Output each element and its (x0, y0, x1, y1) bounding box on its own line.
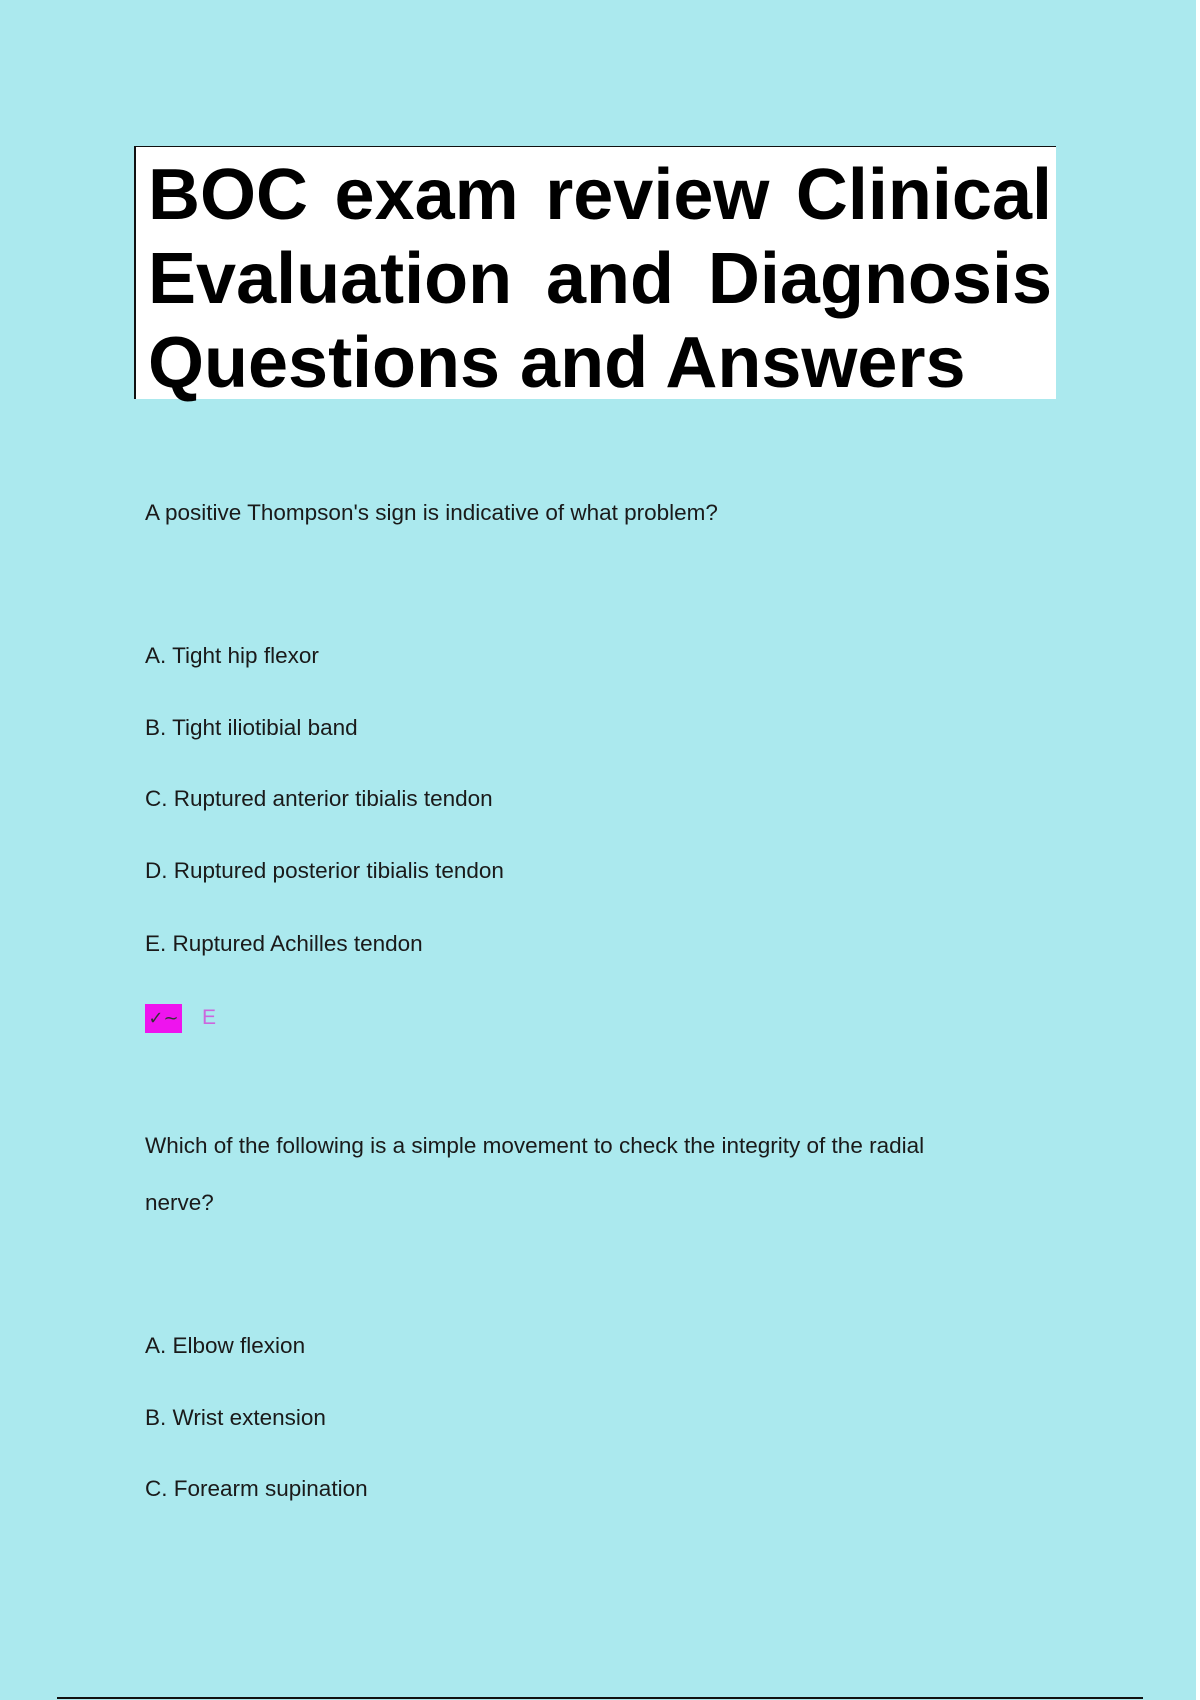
question-1-option-b: B. Tight iliotibial band (145, 715, 358, 740)
question-1-option-c: C. Ruptured anterior tibialis tendon (145, 786, 493, 811)
question-2-option-a: A. Elbow flexion (145, 1333, 306, 1358)
question-1-option-e: E. Ruptured Achilles tendon (145, 931, 423, 956)
footer-divider (57, 1697, 1143, 1699)
title-block (134, 146, 1056, 403)
question-1-answer (145, 1003, 216, 1033)
title-line-1: BOC exam review Clinical (148, 155, 1052, 235)
question-1-option-a: A. Tight hip flexor (145, 643, 319, 668)
checkmark-icon: ✓~ (145, 1004, 182, 1033)
question-1-answer-letter: E (202, 1006, 217, 1029)
question-2-option-c: C. Forearm supination (145, 1476, 368, 1501)
page-edge (1196, 0, 1200, 1700)
question-1-text: A positive Thompson's sign is indicative of what problem? (145, 500, 718, 525)
question-1-option-d: D. Ruptured posterior tibialis tendon (145, 858, 504, 883)
title-line-2: Evaluation and Diagnosis (148, 239, 1052, 319)
title-line-3: Questions and Answers (148, 323, 966, 403)
question-2-text-line-1: Which of the following is a simple movement to check the integrity of the radial (145, 1133, 925, 1158)
question-2-text-line-2: nerve? (145, 1190, 214, 1215)
question-2-option-b: B. Wrist extension (145, 1405, 326, 1430)
